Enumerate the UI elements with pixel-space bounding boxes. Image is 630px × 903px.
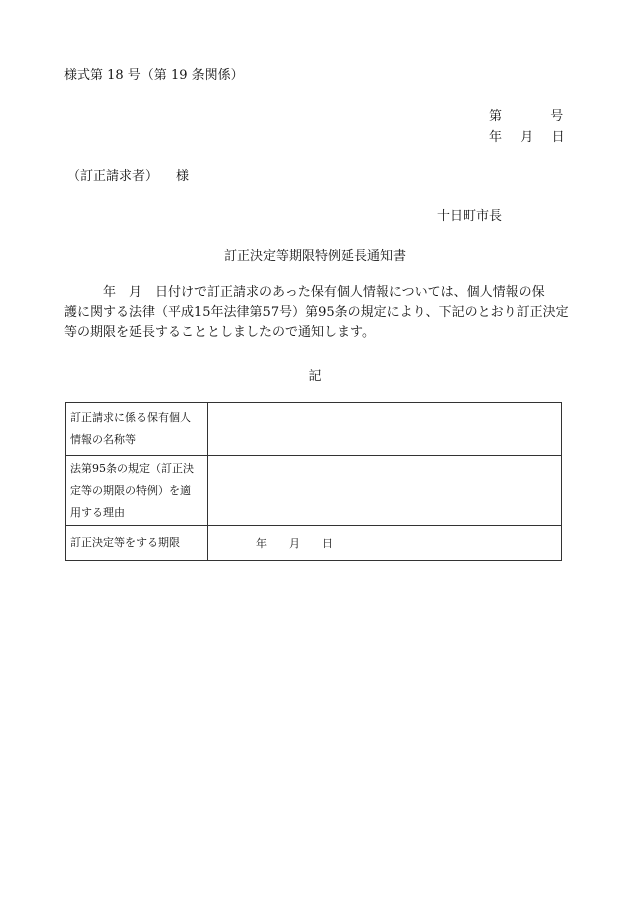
table-row <box>66 403 562 456</box>
sender: 十日町市長 <box>437 209 503 224</box>
addressee <box>67 165 189 184</box>
date-year: 年 <box>489 130 503 145</box>
details-table <box>65 402 562 561</box>
ki-heading: 記 <box>308 369 322 384</box>
row-label: 訂正決定等をする期限 <box>66 526 208 561</box>
body-text: 年 月 日付けで訂正請求のあった保有個人情報については、個人情報の保 護に関する法律（平成15年法律第57号）第95条の規定により、下記のとおり訂正決定 等の期限を延長することとしましたので通知します。 <box>64 285 569 340</box>
deadline-value: 年 月 日 <box>208 526 562 561</box>
document-date <box>489 126 565 145</box>
addressee-label: （訂正請求者） <box>67 169 159 184</box>
row-value <box>208 403 562 456</box>
row-label: 法第95条の規定（訂正決 定等の期限の特例）を適 用する理由 <box>66 456 208 526</box>
date-day: 日 <box>551 130 565 145</box>
table-row <box>66 456 562 526</box>
document-number-suffix: 号 <box>550 109 564 124</box>
document-number <box>489 105 563 124</box>
row-label: 訂正請求に係る保有個人 情報の名称等 <box>66 403 208 456</box>
document-number-prefix: 第 <box>489 109 503 124</box>
document-title: 訂正決定等期限特例延長通知書 <box>223 249 406 264</box>
table-row <box>66 526 562 561</box>
row-value <box>208 456 562 526</box>
addressee-honorific: 様 <box>176 169 190 184</box>
date-month: 月 <box>520 130 534 145</box>
form-number: 様式第 18 号（第 19 条関係） <box>64 68 244 83</box>
